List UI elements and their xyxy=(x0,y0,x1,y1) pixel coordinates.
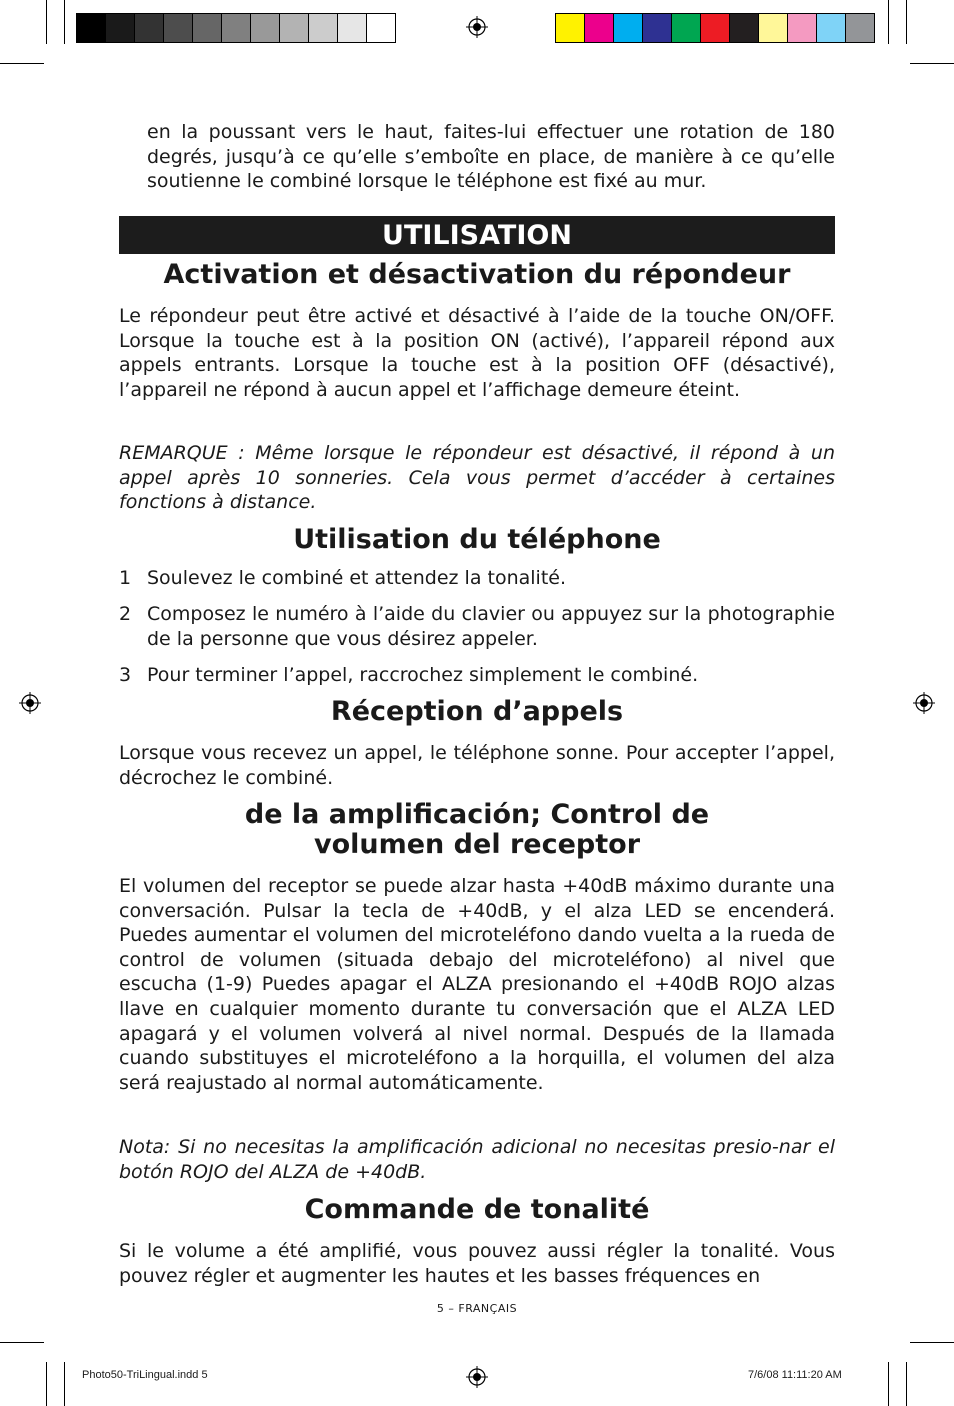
color-swatch xyxy=(730,14,759,42)
crop-mark-top-right-v2 xyxy=(888,0,889,44)
color-swatch xyxy=(309,14,338,42)
crop-mark-bottom-right-v2 xyxy=(888,1362,889,1406)
crop-mark-top-left-h xyxy=(0,63,44,64)
slug-date: 7/6/08 11:11:20 AM xyxy=(748,1369,842,1381)
color-swatch xyxy=(280,14,309,42)
color-swatch xyxy=(367,14,395,42)
crop-mark-bottom-right-h xyxy=(910,1342,954,1343)
crop-mark-top-left-v2 xyxy=(64,0,65,44)
color-swatch xyxy=(585,14,614,42)
color-swatch xyxy=(556,14,585,42)
color-swatch xyxy=(77,14,106,42)
color-swatch xyxy=(222,14,251,42)
registration-mark-icon xyxy=(19,692,41,714)
intro-paragraph: en la poussant vers le haut, faites-lui effectuer une rotation de 180 degrés, jusqu’à ce qu’elle s’emboîte en place, de manière à ce qu’elle soutienne le combiné lorsque le téléphone est fixé au mur. xyxy=(147,121,835,193)
color-swatch xyxy=(701,14,730,42)
color-swatch xyxy=(193,14,222,42)
list-item-number: 3 xyxy=(119,664,132,686)
list-item-text: Soulevez le combiné et attendez la tonalité. xyxy=(147,567,567,589)
registration-mark-icon xyxy=(466,16,488,38)
list-item xyxy=(119,566,835,591)
grayscale-calibration-bar xyxy=(76,13,396,43)
heading-receiving-calls: Réception d’appels xyxy=(330,696,624,727)
color-swatch xyxy=(251,14,280,42)
crop-mark-bottom-left-h xyxy=(0,1342,44,1343)
color-swatch xyxy=(817,14,846,42)
crop-mark-top-left-v xyxy=(46,0,47,44)
color-swatch xyxy=(643,14,672,42)
heading-answering-machine: Activation et désactivation du répondeur xyxy=(163,259,791,290)
page-number: 5 – FRANÇAIS xyxy=(436,1302,518,1315)
list-item-number: 1 xyxy=(119,567,132,589)
registration-mark-icon xyxy=(466,1366,488,1388)
tone-control-paragraph: Si le volume a été amplifié, vous pouvez aussi régler la tonalité. Vous pouvez régler et augmenter les hautes et les basses fréquences en xyxy=(119,1240,835,1287)
section-banner: UTILISATION xyxy=(119,216,835,254)
amplification-paragraph: El volumen del receptor se puede alzar hasta +40dB máximo durante una conversación. Pulsar la tecla de +40dB, y el alza LED se encenderá. Puedes aumentar el volumen del microteléfono dando vuelta a la rueda de control de volumen (situada debajo del microteléfono) al nivel que escucha (1-9) Puedes apagar el ALZA presionando el +40dB ROJO alzas llave en cualquier momento durante tu conversación que el ALZA LED apagará y el volumen volverá al nivel normal. Después de la llamada cuando substituyes el microteléfono a la horquilla, el volumen del alza será reajustado al normal automáticamente. xyxy=(119,875,835,1094)
registration-mark-icon xyxy=(913,692,935,714)
color-swatch xyxy=(338,14,367,42)
list-item-text: Pour terminer l’appel, raccrochez simplement le combiné. xyxy=(147,664,699,686)
color-swatch xyxy=(135,14,164,42)
color-swatch xyxy=(759,14,788,42)
crop-mark-bottom-left-v2 xyxy=(64,1362,65,1406)
list-item-text: Composez le numéro à l’aide du clavier ou appuyez sur la photographie de la personne que vous désirez appeler. xyxy=(147,603,835,650)
answering-machine-note: REMARQUE : Même lorsque le répondeur est désactivé, il répond à un appel après 10 sonneries. Cela vous permet d’accéder à certaines fonctions à distance. xyxy=(119,442,835,514)
color-calibration-bar xyxy=(555,13,875,43)
color-swatch xyxy=(164,14,193,42)
crop-mark-top-right-h xyxy=(910,63,954,64)
heading-tone-control: Commande de tonalité xyxy=(304,1194,650,1225)
list-item xyxy=(119,602,835,651)
heading-amplification: de la amplificación; Control de volumen del receptor xyxy=(244,799,710,860)
answering-machine-paragraph: Le répondeur peut être activé et désactivé à l’aide de la touche ON/OFF. Lorsque la touche est à la position ON (activé), l’appareil répond aux appels entrants. Lorsque la touche est à la position OFF (désactivé), l’appareil ne répond à aucun appel et l’affichage demeure éteint. xyxy=(119,305,835,401)
color-swatch xyxy=(846,14,874,42)
color-swatch xyxy=(788,14,817,42)
list-item xyxy=(119,663,835,688)
receiving-calls-paragraph: Lorsque vous recevez un appel, le téléphone sonne. Pour accepter l’appel, décrochez le combiné. xyxy=(119,742,835,789)
crop-mark-bottom-right-v xyxy=(906,1362,907,1406)
slug-file-name: Photo50-TriLingual.indd 5 xyxy=(82,1369,208,1381)
crop-mark-bottom-left-v xyxy=(46,1362,47,1406)
amplification-note: Nota: Si no necesitas la amplificación adicional no necesitas presio-nar el botón ROJO del ALZA de +40dB. xyxy=(119,1136,835,1183)
heading-phone-use: Utilisation du téléphone xyxy=(293,524,661,555)
crop-mark-top-right-v xyxy=(906,0,907,44)
color-swatch xyxy=(672,14,701,42)
list-item-number: 2 xyxy=(119,603,132,625)
color-swatch xyxy=(106,14,135,42)
color-swatch xyxy=(614,14,643,42)
